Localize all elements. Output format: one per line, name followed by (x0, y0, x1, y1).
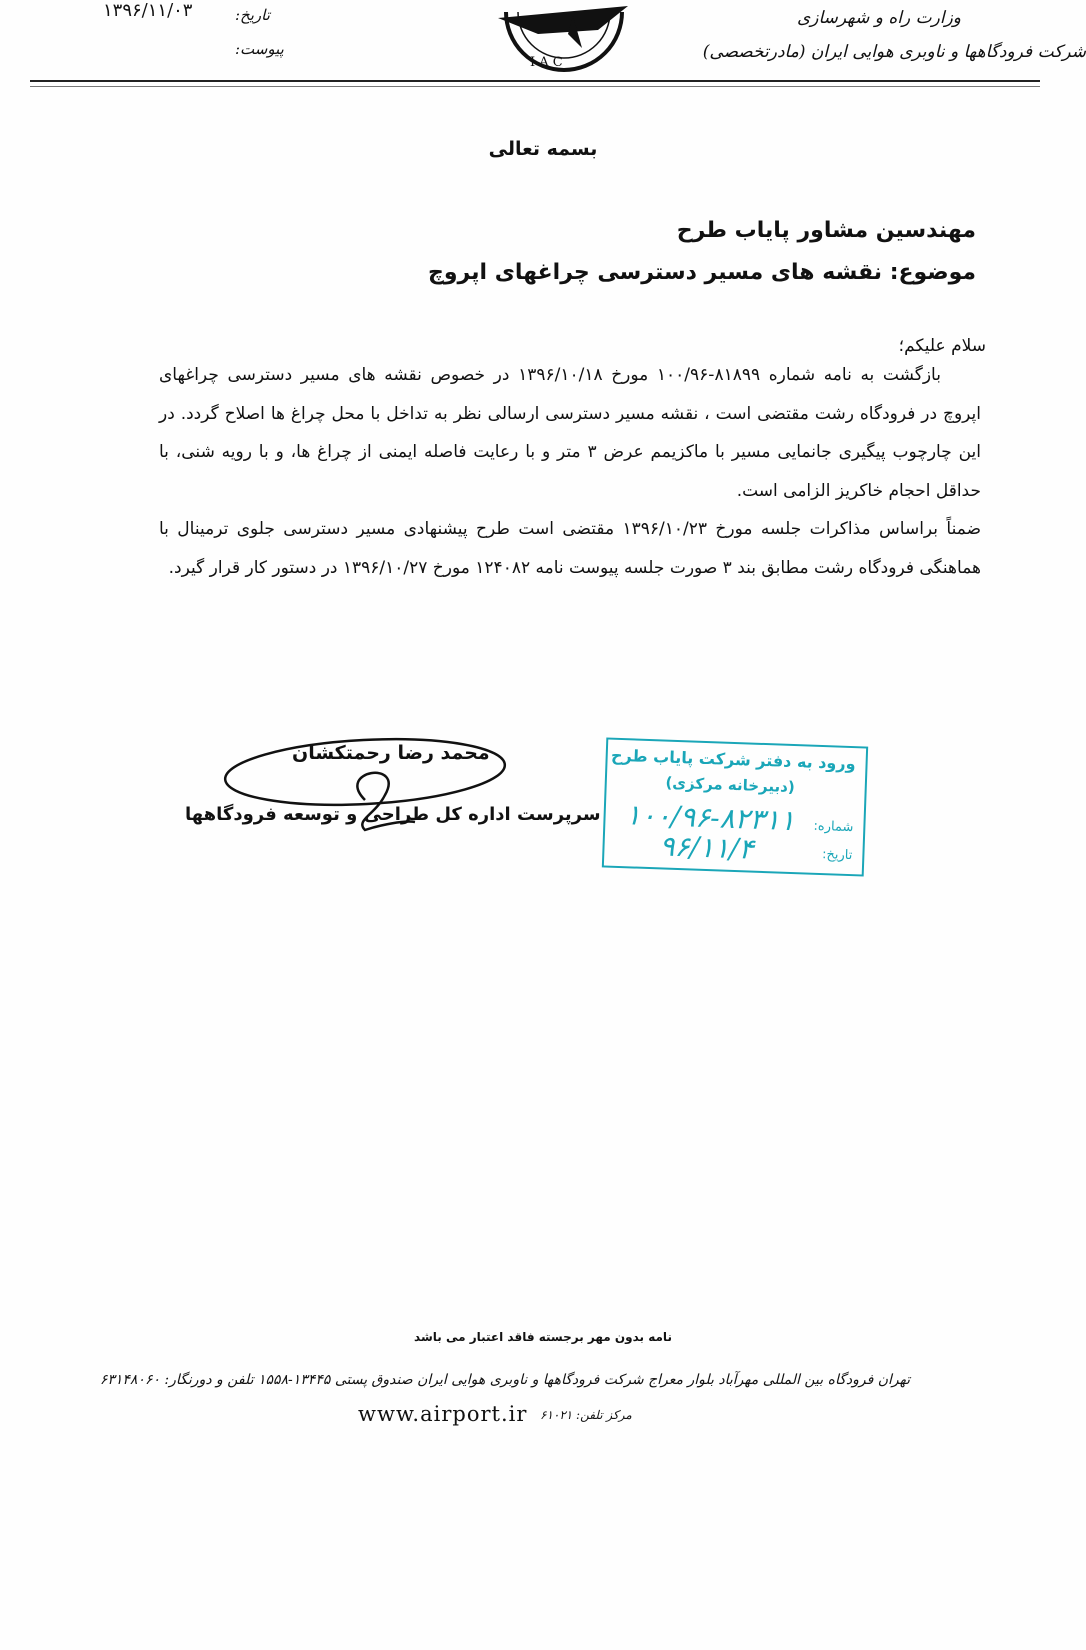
letter-body (159, 356, 981, 587)
stamp-subheading: (دبیرخانه مرکزی) (665, 773, 796, 797)
receipt-stamp (602, 737, 868, 876)
footer-phone-center: مرکز تلفن: ۶۱۰۲۱ (540, 1408, 632, 1422)
signatory-name: محمد رضا رحمتکشان (292, 742, 490, 764)
subject-line: موضوع: نقشه های مسیر دسترسی چراغهای اپروچ (428, 260, 976, 285)
recipient: مهندسین مشاور پایاب طرح (676, 218, 976, 243)
header-divider-thin (30, 86, 1040, 87)
footer-address: تهران فرودگاه بین المللی مهرآباد بلوار معراج شرکت فرودگاهها و ناوبری هوایی ایران صندوق پستی ۱۳۴۴۵-۱۵۵۸ تلفن و دورنگار: ۶۳۱۴۸۰۶۰ (99, 1372, 910, 1388)
attachment-label: پیوست: (235, 40, 284, 58)
logo-text: I A C (530, 55, 563, 70)
body-paragraph: بازگشت به نامه شماره ۸۱۸۹۹-۱۰۰/۹۶ مورخ ۱۳۹۶/۱۰/۱۸ در خصوص نقشه های مسیر دسترسی چراغهای اپروچ در فرودگاه رشت مقتضی است ، نقشه مسیر دسترسی ارسالی نظر به تداخل با محل چراغ ها اصلاح گردد. در این چارچوب پیگیری جانمایی مسیر با ماکزیمم عرض ۳ متر و با رعایت فاصله ایمنی از چراغ ها، و با رویه شنی، با حداقل احجام خاکریز الزامی است. (159, 365, 981, 501)
ministry-name: وزارت راه و شهرسازی (796, 8, 961, 28)
bismillah: بسمه تعالی (488, 138, 598, 160)
stamp-date-label: تاریخ: (821, 847, 853, 864)
signatory-title: سرپرست اداره کل طراحی و توسعه فرودگاهها (185, 804, 601, 825)
header-divider (30, 80, 1040, 82)
stamp-date-value: ۹۶/۱۱/۴ (659, 829, 755, 866)
greeting: سلام علیکم؛ (898, 336, 986, 356)
company-name: شرکت فرودگاهها و ناوبری هوایی ایران (مادرتخصصی) (702, 42, 1086, 62)
stamp-number-value: ۱۰۰/۹۶-۸۲۳۱۱ (625, 798, 796, 838)
date-label: تاریخ: (235, 6, 270, 24)
iac-logo-icon (478, 0, 650, 78)
letter-date: ۱۳۹۶/۱۱/۰۳ (103, 0, 193, 21)
footer-website-link[interactable]: www.airport.ir (358, 1402, 528, 1426)
stamp-heading: ورود به دفتر شرکت پایاب طرح (610, 745, 856, 774)
footer-note: نامه بدون مهر برجسته فاقد اعتبار می باشد (414, 1330, 672, 1344)
body-paragraph: ضمناً براساس مذاکرات جلسه مورخ ۱۳۹۶/۱۰/۲۳ مقتضی است طرح پیشنهادی مسیر دسترسی جلوی ترمینال با هماهنگی فرودگاه رشت مطابق بند ۳ صورت جلسه پیوست نامه ۱۲۴۰۸۲ مورخ ۱۳۹۶/۱۰/۲۷ در دستور کار قرار گیرد. (159, 519, 982, 578)
stamp-number-label: شماره: (813, 818, 854, 836)
